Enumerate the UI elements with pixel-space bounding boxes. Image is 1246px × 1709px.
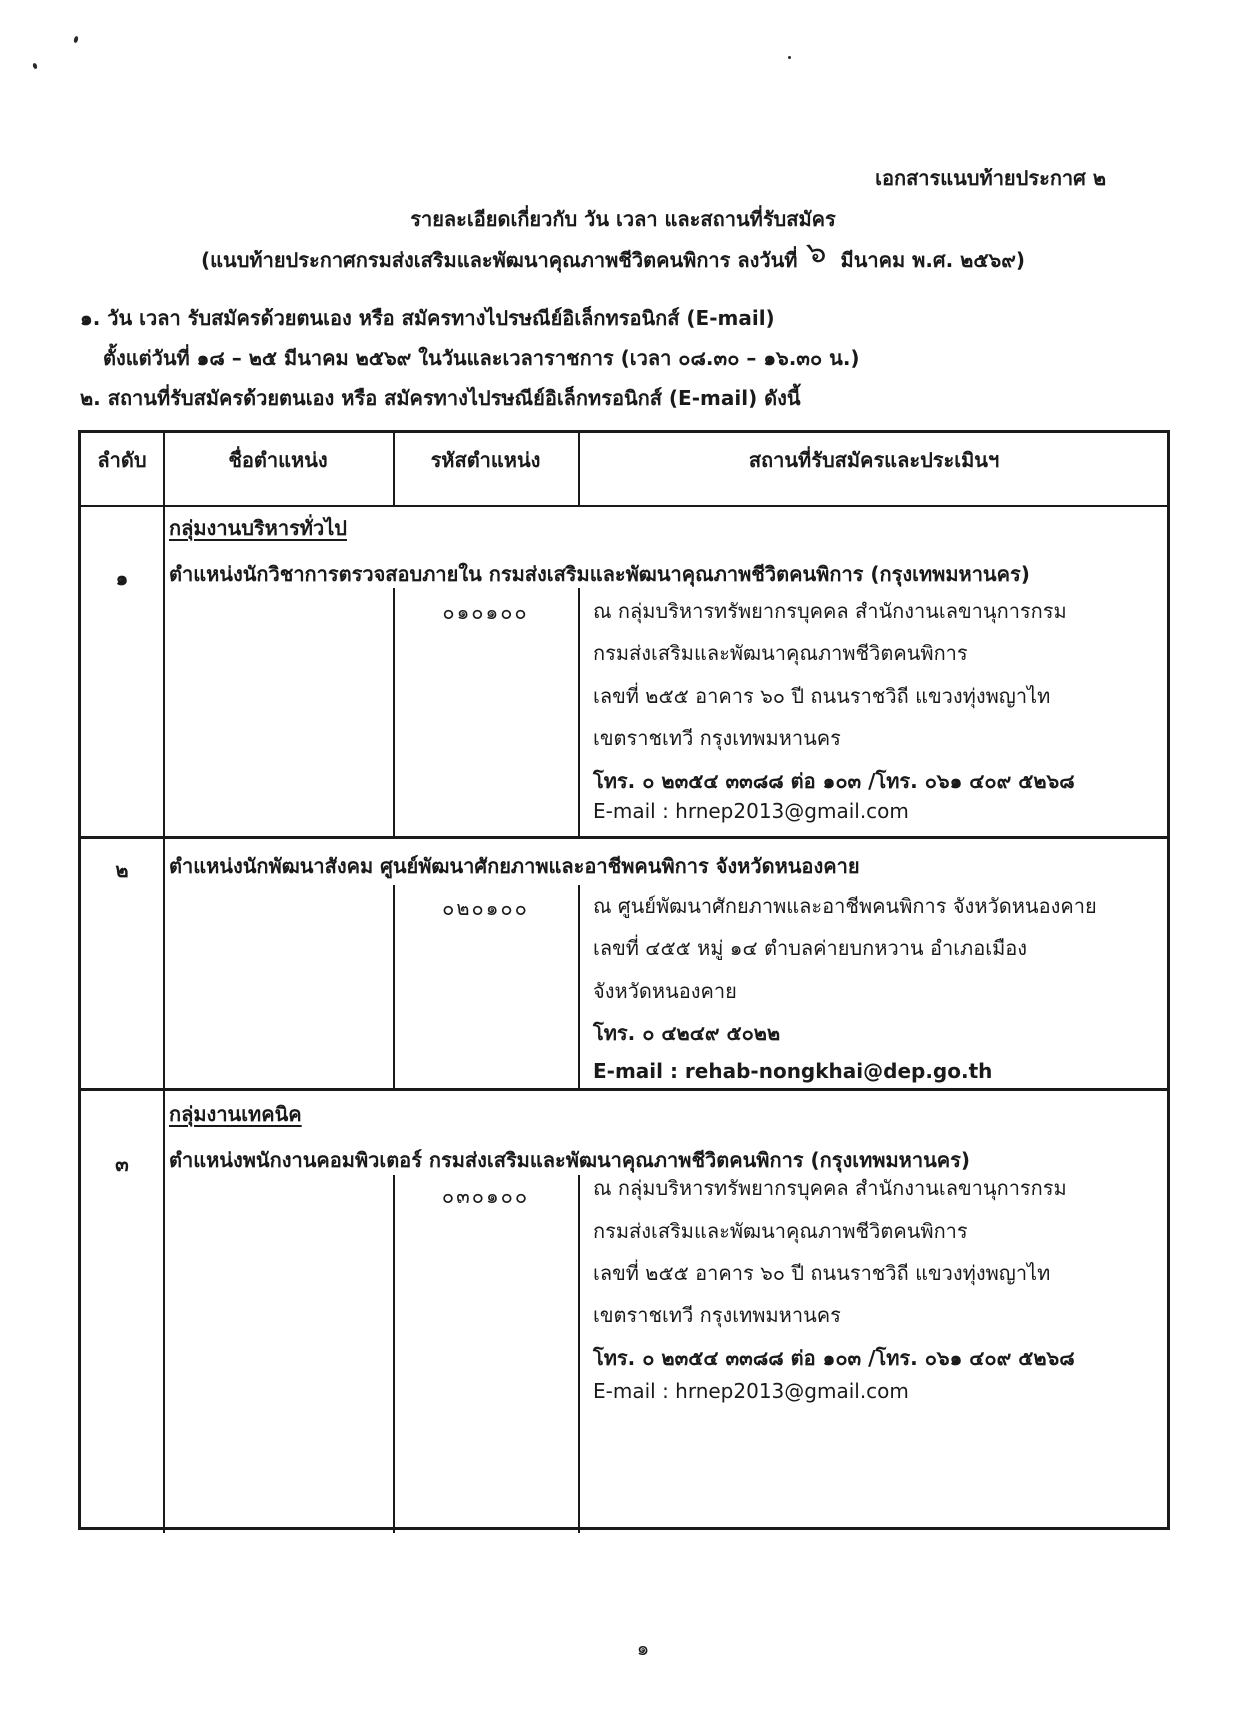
phone-line: โทร. ๐ ๒๓๕๔ ๓๓๘๘ ต่อ ๑๐๓ /โทร. ๐๖๑ ๔๐๙ ๕๒๖๘ [593, 1346, 1075, 1370]
position-code: ๐๓๐๑๐๐ [441, 1184, 530, 1208]
application-table [78, 430, 1170, 1530]
location-line: ณ กลุ่มบริหารทรัพยากรบุคคล สำนักงานเลขานุการกรม [593, 1176, 1067, 1200]
location-line: เลขที่ ๒๕๕ อาคาร ๖๐ ปี ถนนราชวิถี แขวงทุ่งพญาไท [593, 1261, 1051, 1285]
page-subtitle [0, 234, 1226, 275]
position-code: ๐๒๐๑๐๐ [442, 896, 529, 920]
col3-line-row3 [578, 1175, 580, 1533]
col1-line [163, 433, 165, 1533]
group-heading: กลุ่มงานบริหารทั่วไป [169, 516, 347, 540]
doc-ref: เอกสารแนบท้ายประกาศ ๒ [875, 166, 1106, 190]
phone-line: โทร. ๐ ๒๓๕๔ ๓๓๘๘ ต่อ ๑๐๓ /โทร. ๐๖๑ ๔๐๙ ๕๒๖๘ [593, 769, 1075, 793]
page-title: รายละเอียดเกี่ยวกับ วัน เวลา และสถานที่รับสมัคร [410, 207, 836, 231]
item1-detail: ตั้งแต่วันที่ ๑๘ – ๒๕ มีนาคม ๒๕๖๙ ในวันและเวลาราชการ (เวลา ๐๘.๓๐ – ๑๖.๓๐ น.) [103, 346, 860, 370]
header-no: ลำดับ [97, 448, 147, 472]
col3-line-row1 [578, 588, 580, 836]
header-location: สถานที่รับสมัครและประเมินฯ [748, 448, 1000, 472]
header-position-code: รหัสตำแหน่ง [430, 448, 541, 472]
location-line: ณ ศูนย์พัฒนาศักยภาพและอาชีพคนพิการ จังหวัดหนองคาย [593, 894, 1097, 918]
col3-line-row2 [578, 885, 580, 1088]
phone-line: โทร. ๐ ๔๒๔๙ ๕๐๒๒ [593, 1021, 781, 1045]
position-title: ตำแหน่งนักวิชาการตรวจสอบภายใน กรมส่งเสริมและพัฒนาคุณภาพชีวิตคนพิการ (กรุงเทพมหานคร) [169, 562, 1030, 586]
page-number: ๑ [636, 1636, 650, 1660]
header-position-name: ชื่อตำแหน่ง [228, 448, 328, 472]
pen-mark [788, 56, 791, 59]
location-line: เลขที่ ๒๕๕ อาคาร ๖๐ ปี ถนนราชวิถี แขวงทุ่งพญาไท [593, 684, 1051, 708]
header-bottom-line [81, 505, 1167, 507]
row2-bottom-line [81, 1088, 1167, 1091]
group-heading: กลุ่มงานเทคนิค [169, 1102, 302, 1126]
position-title: ตำแหน่งนักพัฒนาสังคม ศูนย์พัฒนาศักยภาพและอาชีพคนพิการ จังหวัดหนองคาย [169, 854, 860, 878]
row-no: ๓ [115, 1152, 129, 1176]
subtitle-prefix: (แนบท้ายประกาศกรมส่งเสริมและพัฒนาคุณภาพชีวิตคนพิการ ลงวันที่ [201, 248, 798, 272]
handwritten-date: ๖ [805, 234, 829, 272]
location-line: จังหวัดหนองคาย [593, 979, 737, 1003]
pen-mark [73, 36, 79, 44]
row-no: ๑ [115, 566, 129, 590]
position-code: ๐๑๐๑๐๐ [442, 600, 529, 624]
location-line: เลขที่ ๔๕๕ หมู่ ๑๔ ตำบลค่ายบกหวาน อำเภอเมือง [593, 936, 1028, 960]
location-line: เขตราชเทวี กรุงเทพมหานคร [593, 726, 841, 750]
row1-bottom-line [81, 836, 1167, 839]
location-line: กรมส่งเสริมและพัฒนาคุณภาพชีวิตคนพิการ [593, 1219, 968, 1243]
location-line: ณ กลุ่มบริหารทรัพยากรบุคคล สำนักงานเลขานุการกรม [593, 599, 1067, 623]
position-title: ตำแหน่งพนักงานคอมพิวเตอร์ กรมส่งเสริมและพัฒนาคุณภาพชีวิตคนพิการ (กรุงเทพมหานคร) [169, 1148, 971, 1172]
location-line: เขตราชเทวี กรุงเทพมหานคร [593, 1303, 841, 1327]
col2-line-row3 [393, 1175, 395, 1533]
pen-mark [32, 62, 38, 69]
email-line: E-mail : hrnep2013@gmail.com [593, 1379, 909, 1403]
item2-heading: ๒. สถานที่รับสมัครด้วยตนเอง หรือ สมัครทางไปรษณีย์อิเล็กทรอนิกส์ (E-mail) ดังนี้ [80, 386, 801, 410]
subtitle-suffix: มีนาคม พ.ศ. ๒๕๖๙) [840, 248, 1025, 272]
row-no: ๒ [115, 858, 129, 882]
email-line: E-mail : hrnep2013@gmail.com [593, 799, 909, 823]
item1-heading: ๑. วัน เวลา รับสมัครด้วยตนเอง หรือ สมัครทางไปรษณีย์อิเล็กทรอนิกส์ (E-mail) [80, 306, 775, 330]
location-line: กรมส่งเสริมและพัฒนาคุณภาพชีวิตคนพิการ [593, 641, 968, 665]
email-line: E-mail : rehab-nongkhai@dep.go.th [593, 1059, 993, 1083]
